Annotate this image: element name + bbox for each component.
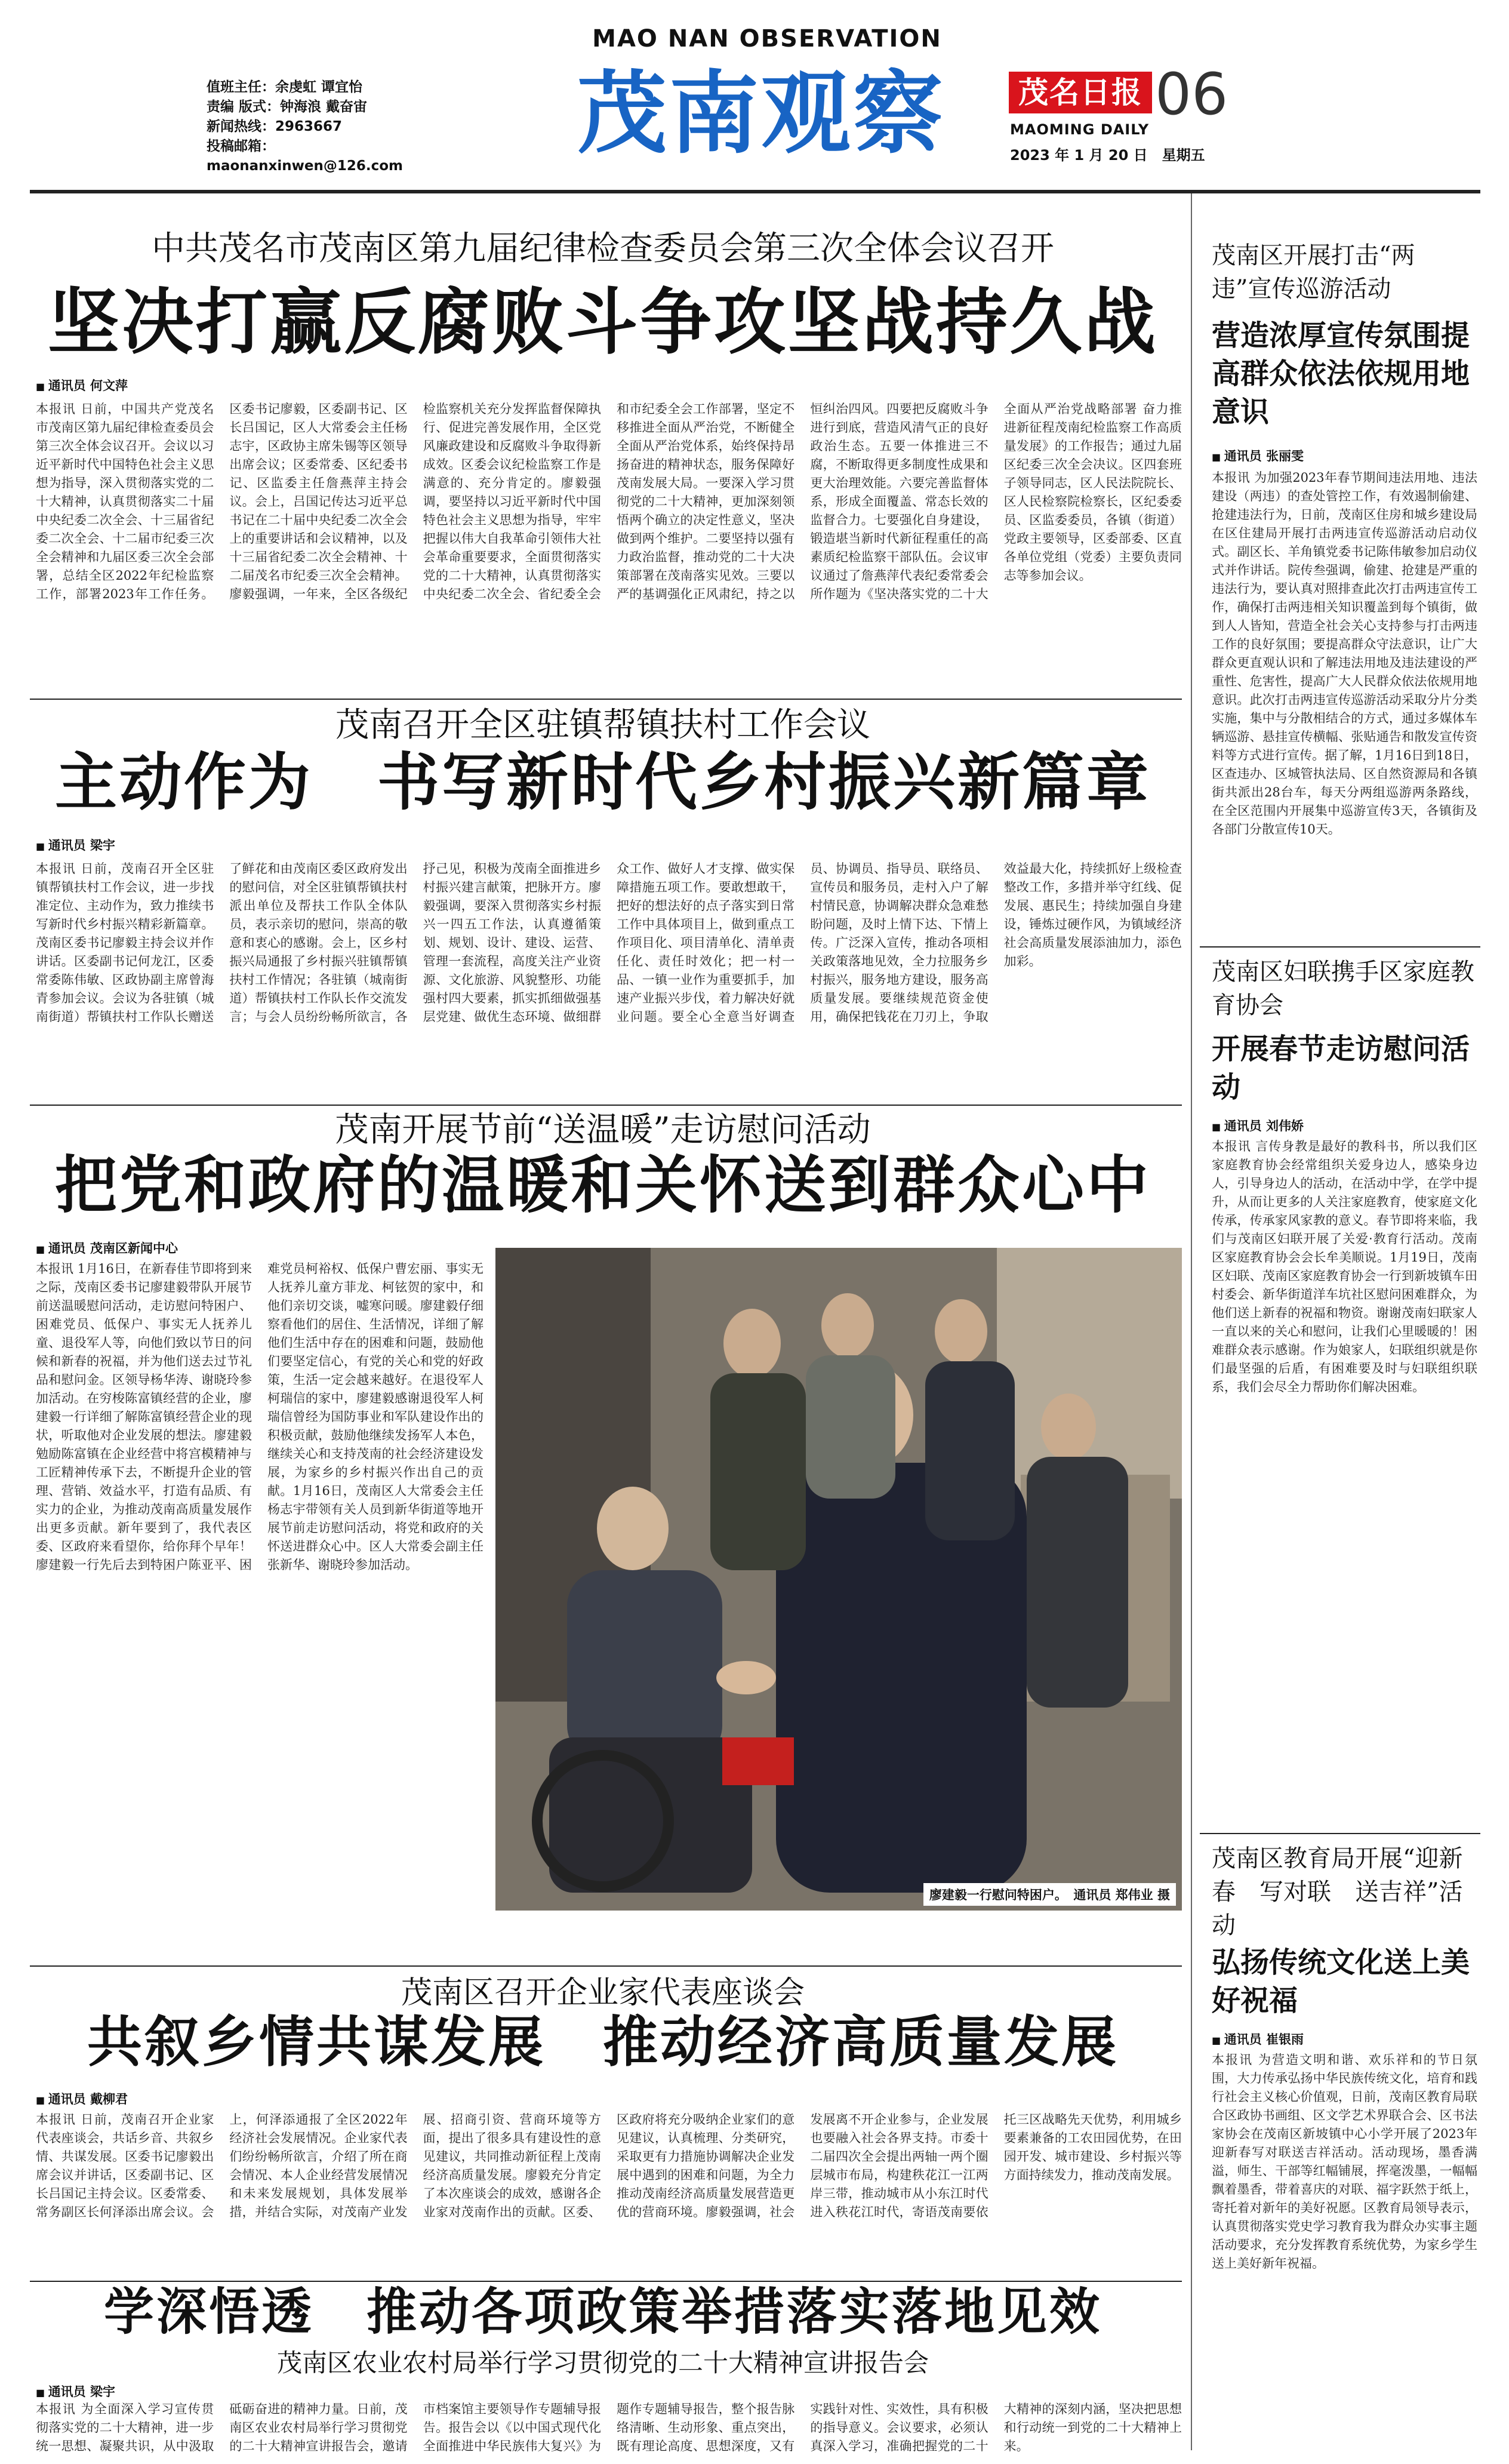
article-headline: 学深悟透 推动各项政策举措落实落地见效 <box>103 2282 1102 2341</box>
english-name: MAO NAN OBSERVATION <box>592 25 942 53</box>
side-article-body: 本报讯 为营造文明和谐、欢乐祥和的节日氛围，大力传承弘扬中华民族传统文化，培育和践行社会主义核心价值观，日前，茂南区教育局联合区政协书画组、区文学艺术界联合会、区书法家协会在茂南区新坡镇中心小学开展了2023年迎新春写对联送吉祥活动。活动现场，墨香满溢，师生、干部等红幅铺展，挥毫泼墨，一幅幅飘着墨香，带着喜庆的对联、福字跃然于纸上，寄托着对新年的美好祝愿。区教育局领导表示，认真贯彻落实党史学习教育我为群众办实事主题活动要求，充分发挥教育系统优势，为家乡学生送上美好新年祝福。 <box>1212 2053 1477 2271</box>
article-subhead: 茂南区农业农村局举行学习贯彻党的二十大精神宣讲报告会 <box>276 2348 929 2377</box>
editor-info-line: 值班主任：余虔虹 谭宜怡 <box>207 79 363 95</box>
article-headline: 把党和政府的温暖和关怀送到群众心中 <box>54 1148 1151 1222</box>
article-headline: 坚决打赢反腐败斗争攻坚战持久战 <box>48 280 1158 364</box>
article-byline: ■ 通讯员 茂南区新闻中心 <box>36 1239 178 1257</box>
page-number: 06 <box>1155 61 1228 128</box>
masthead-divider <box>30 190 1480 193</box>
article-body: 本报讯 日前，茂南召开企业家代表座谈会，共话乡音、共叙乡情、共谋发展。区委书记廖毅出席会议并讲话，区委副书记、区长吕国记主持会议。区委常委、常务副区长何泽添出席会议。会上，何泽添通报了全区2022年经济社会发展情况。企业家代表们纷纷畅所欲言，介绍了所在商会情况、本人企业经营发展情况和未来发展规划，具体发展举措，并结合实际，对茂南产业发展、招商引资、营商环境等方面，提出了很多具有建设性的意见建议，共同推动新征程上茂南经济高质量发展。廖毅充分肯定了本次座谈会的成效，感谢各企业家对茂南作出的贡献。区委、区政府将充分吸纳企业家们的意见建议，认真梳理、分类研究，采取更有力措施协调解决企业发展中遇到的困难和问题，为全力推动茂南经济高质量发展营造更优的营商环境。廖毅强调，社会发展离不开企业参与，企业发展也要融入社会各界支持。市委十二届四次全会提出两轴一两个圈层城市布局，构建秩花江一江两岸三带，推动城市从小东江时代进入秩花江时代，寄语茂南要依托三区战略先天优势，利用城乡要素兼备的工农田园优势，在田园开发、城市建设、乡村振兴等方面持续发力，推动茂南发展。 <box>36 2112 1182 2219</box>
article-kicker: 茂南召开全区驻镇帮镇扶村工作会议 <box>335 706 870 745</box>
editor-info-line: 责编 版式：钟海浪 戴奋宙 <box>207 99 368 115</box>
article-body: 本报讯 日前，茂南召开全区驻镇帮镇扶村工作会议，进一步找准定位、主动作为，致力推续书写新时代乡村振兴精彩新篇章。茂南区委书记廖毅主持会议并作讲话。区委副书记何龙江，区委常委陈伟敏、区政协副主席曾海青参加会议。会议为各驻镇（城南街道）帮镇扶村工作队长赠送了鲜花和由茂南区委区政府发出的慰问信，对全区驻镇帮镇扶村派出单位及帮扶工作队全体队员，表示亲切的慰问，崇高的敬意和衷心的感谢。会上，区乡村振兴局通报了乡村振兴驻镇帮镇扶村工作情况；各驻镇（城南街道）帮镇扶村工作队长作交流发言；与会人员纷纷畅所欲言，各抒己见，积极为茂南全面推进乡村振兴建言献策，把脉开方。廖毅强调，要深入贯彻落实乡村振兴一四五工作法，认真遵循策划、规划、设计、建设、运营、管理一套流程，高度关注产业资源、文化旅游、风貌整形、功能强村四大要素，抓实抓细做强基层党建、做优生态环境、做细群众工作、做好人才支撑、做实保障措施五项工作。要敢想敢干，把好的想法好的点子落实到日常工作中具体项目上，做到重点工作项目化、项目清单化、清单责任化、责任时效化；把一村一品、一镇一业作为重要抓手，加速产业振兴步伐，着力解决好就业问题。要全心全意当好调查员、协调员、指导员、联络员、宣传员和服务员，走村入户了解村情民意，协调解决群众急难愁盼问题，及时上情下达、下情上传。广泛深入宣传，推动各项相关政策落地见效，全力拉服务乡村振兴，服务地方建设，服务高质量发展。要继续规范资金使用，确保把钱花在刀刃上，争取效益最大化，持续抓好上级检查整改工作，多措并举守红线、促发展、惠民生；持续加强自身建设，锤炼过硬作风，为镇域经济社会高质量发展添油加力，添色加彩。 <box>36 862 1182 1024</box>
paper-logo: 茂名日报 <box>1009 72 1152 113</box>
article-byline: ■ 通讯员 戴柳君 <box>36 2090 128 2108</box>
issue-date: 2023 年 1 月 20 日 星期五 <box>1010 147 1205 164</box>
article-body: 本报讯 为全面深入学习宣传贯彻落实党的二十大精神，进一步统一思想、凝聚共识，从中汲取砥砺奋进的精神力量。日前，茂南区农业农村局举行学习贯彻党的二十大精神宣讲报告会，邀请市档案馆主要领导作专题辅导报告。报告会以《以中国式现代化全面推进中华民族伟大复兴》为题作专题辅导报告，整个报告脉络清晰、生动形象、重点突出，既有理论高度、思想深度，又有实践针对性、实效性，具有积极的指导意义。会议要求，必须认真深入学习，准确把握党的二十大精神的深刻内涵，坚决把思想和行动统一到党的二十大精神上来。 <box>36 2402 1182 2453</box>
side-article-kicker: 茂南区妇联携手区家庭教育协会 <box>1212 958 1474 1019</box>
side-article-byline: ■ 通讯员 刘伟娇 <box>1212 1116 1304 1134</box>
side-article-title: 弘扬传统文化送上美好祝福 <box>1212 1946 1470 2017</box>
article-body: 本报讯 1月16日，在新春佳节即将到来之际，茂南区委书记廖建毅带队开展节前送温暖慰问活动，走访慰问特困户、困难党员、低保户、事实无人抚养儿童、退役军人等，向他们致以节日的问候和新春的祝福，并为他们送去过节礼品和慰问金。区领导杨华涛、谢晓玲参加活动。在穷梭陈富镇经营的企业，廖建毅一行详细了解陈富镇经营企业的现状，听取他对企业发展的想法。廖建毅勉励陈富镇在企业经营中将宫模精神与工匠精神传承下去，不断提升企业的管理、营销、效益水平，打造有品质、有实力的企业，为推动茂南高质量发展作出更多贡献。新年要到了，我代表区委、区政府来看望你，给你拜个早年！廖建毅一行先后去到特困户陈亚平、困难党员柯裕权、低保户曹宏丽、事实无人抚养儿童方菲龙、柯铉贺的家中，和他们亲切交谈，嘘寒问暖。廖建毅仔细察看他们的居住、生活情况，详细了解他们生活中存在的困难和问题，鼓励他们要坚定信心，有党的关心和党的好政策，生活一定会越来越好。在退役军人柯瑞信的家中，廖建毅感谢退役军人柯瑞信曾经为国防事业和军队建设作出的积极贡献，鼓励他继续发扬军人本色，继续关心和支持茂南的社会经济建设发展，为家乡的乡村振兴作出自己的贡献。1月16日，茂南区人大常委会主任杨志宇带领有关人员到新华街道等地开展节前走访慰问活动，将党和政府的关怀送进群众心中。区人大常委会副主任张新华、谢晓玲参加活动。 <box>36 1262 484 1572</box>
section-title: 茂南观察 <box>577 61 945 166</box>
article-body: 本报讯 日前，中国共产党茂名市茂南区第九届纪律检查委员会第三次全体会议召开。会议以习近平新时代中国特色社会主义思想为指导，深入贯彻落实党的二十大精神，认真贯彻落实二十届中央纪委二次全会、十三届省纪委二次全会、十二届市纪委三次全会精神和九届区委三次全会部署，总结全区2022年纪检监察工作，部署2023年工作任务。区委书记廖毅，区委副书记、区长吕国记，区人大常委会主任杨志宇，区政协主席朱锡等区领导出席会议；区委常委、区纪委书记、区监委主任詹燕萍主持会议。会上，吕国记传达习近平总书记在二十届中央纪委二次全会上的重要讲话和会议精神，以及十三届省纪委二次全会精神、十二届茂名市纪委三次全会精神。廖毅强调，一年来，全区各级纪检监察机关充分发挥监督保障执行、促进完善发展作用，全区党风廉政建设和反腐败斗争取得新成效。区委会议纪检监察工作是满意的、充分肯定的。廖毅强调，要坚持以习近平新时代中国特色社会主义思想为指导，牢牢把握以伟大自我革命引领伟大社会革命重要要求，全面贯彻落实党的二十大精神，认真贯彻落实中央纪委二次全会、省纪委全会和市纪委全会工作部署，坚定不移推进全面从严治党，不断健全全面从严治党体系，始终保持昂扬奋进的精神状态，服务保障好茂南发展大局。一要深入学习贯彻党的二十大精神，更加深刻领悟两个确立的决定性意义，坚决做到两个维护。二要坚持以强有力政治监督，推动党的二十大决策部署在茂南落实见效。三要以严的基调强化正风肃纪，持之以恒纠治四风。四要把反腐败斗争进行到底，营造风清气正的良好政治生态。五要一体推进三不腐，不断取得更多制度性成果和更大治理效能。六要完善监督体系，形成全面覆盖、常态长效的监督合力。七要强化自身建设，锻造堪当新时代新征程重任的高素质纪检监察干部队伍。会议审议通过了詹燕萍代表纪委常委会所作题为《坚决落实党的二十大全面从严治党战略部署 奋力推进新征程茂南纪检监察工作高质量发展》的工作报告；通过九届区纪委三次全会决议。区四套班子领导同志，区人民法院院长、区人民检察院检察长，区纪委委员、区监委委员，各镇（街道）党政主要领导，区委部委、区直各单位党组（党委）主要负责同志等参加会议。 <box>36 402 1182 601</box>
column-divider <box>1191 193 1192 2450</box>
article-kicker: 中共茂名市茂南区第九届纪律检查委员会第三次全体会议召开 <box>152 229 1054 268</box>
article-byline: ■ 通讯员 梁宇 <box>36 836 115 854</box>
photo-illustration <box>495 1248 1182 1911</box>
side-divider <box>1200 1833 1480 1834</box>
side-article-kicker: 茂南区开展打击“两违”宣传巡游活动 <box>1212 242 1415 303</box>
side-article-body: 本报讯 为加强2023年春节期间违法用地、违法建设（两违）的查处管控工作，有效遏制偷建、抢建违法行为，日前，茂南区住房和城乡建设局在区住建局开展打击两违宣传巡游活动启动仪式。副区长、羊角镇党委书记陈伟敏参加启动仪式并作讲话。院传叁强调，偷建、抢建是严重的违法行为，要认真对照排查此次打击两违宣传工作，确保打击两违相关知识覆盖到每个镇街，做到人人皆知，营造全社会关心支持参与打击两违工作的良好氛围；要提高群众守法意识，让广大群众更直观认识和了解违法用地及违法建设的严重性、危害性，提高广大人民群众依法依规用地意识。此次打击两违宣传巡游活动采取分片分类实施，集中与分散相结合的方式，通过多媒体车辆巡游、悬挂宣传横幅、张贴通告和散发宣传资料等方式进行宣传。据了解，1月16日到18日，区查违办、区城管执法局、区自然资源局和各镇街共派出28台车，每天分两组巡游两条路线，在全区范围内开展集中巡游宣传3天，各镇街及各部门分散宣传10天。 <box>1212 470 1477 836</box>
photo-caption: 廖建毅一行慰问特困户。 通讯员 郑伟业 摄 <box>923 1883 1176 1906</box>
side-article-byline: ■ 通讯员 崔银雨 <box>1212 2030 1304 2048</box>
article-byline: ■ 通讯员 梁宇 <box>36 2382 115 2400</box>
side-article-byline: ■ 通讯员 张丽雯 <box>1212 447 1304 465</box>
side-article-kicker: 茂南区教育局开展“迎新春 写对联 送吉祥”活动 <box>1212 1845 1463 1939</box>
article-headline: 主动作为 书写新时代乡村振兴新篇章 <box>54 745 1151 819</box>
editor-info-line: 投稿邮箱：maonanxinwen@126.com <box>207 139 404 174</box>
editor-info-line: 新闻热线：2963667 <box>207 119 343 134</box>
article-kicker: 茂南区召开企业家代表座谈会 <box>401 1975 805 2011</box>
side-article-title: 营造浓厚宣传氛围提高群众依法依规用地意识 <box>1212 319 1470 429</box>
news-photo <box>495 1248 1182 1911</box>
article-headline: 共叙乡情共谋发展 推动经济高质量发展 <box>87 2010 1119 2074</box>
article-kicker: 茂南开展节前“送温暖”走访慰问活动 <box>335 1111 871 1149</box>
article-byline: ■ 通讯员 何文萍 <box>36 376 128 394</box>
side-article-title: 开展春节走访慰问活动 <box>1212 1032 1470 1104</box>
section-divider <box>30 1965 1182 1967</box>
article-body-continued <box>495 1922 1182 1964</box>
side-divider <box>1200 946 1480 948</box>
side-article-body: 本报讯 言传身教是最好的教科书，所以我们区家庭教育协会经常组织关爱身边人，感染身边人，引导身边人的活动，在活动中学，在学中提升，从而让更多的人关注家庭教育，使家庭文化传承，传承家风家教的意义。春节即将来临，我们与茂南区妇联开展了关爱·教育行活动。茂南区家庭教育协会会长牟美顺说。1月19日，茂南区妇联、茂南区家庭教育协会一行到新坡镇车田村委会、新华街道洋车坑社区慰问困难群众，为他们送上新春的祝福和物资。谢谢茂南妇联家人一直以来的关心和慰问，让我们心里暖暖的！困难群众表示感谢。作为娘家人，妇联组织就是你们最坚强的后盾，有困难要及时与妇联组织联系，我们会尽全力帮助你们解决困难。 <box>1212 1139 1477 1394</box>
editor-info <box>207 78 469 176</box>
paper-english: MAOMING DAILY <box>1010 121 1150 138</box>
